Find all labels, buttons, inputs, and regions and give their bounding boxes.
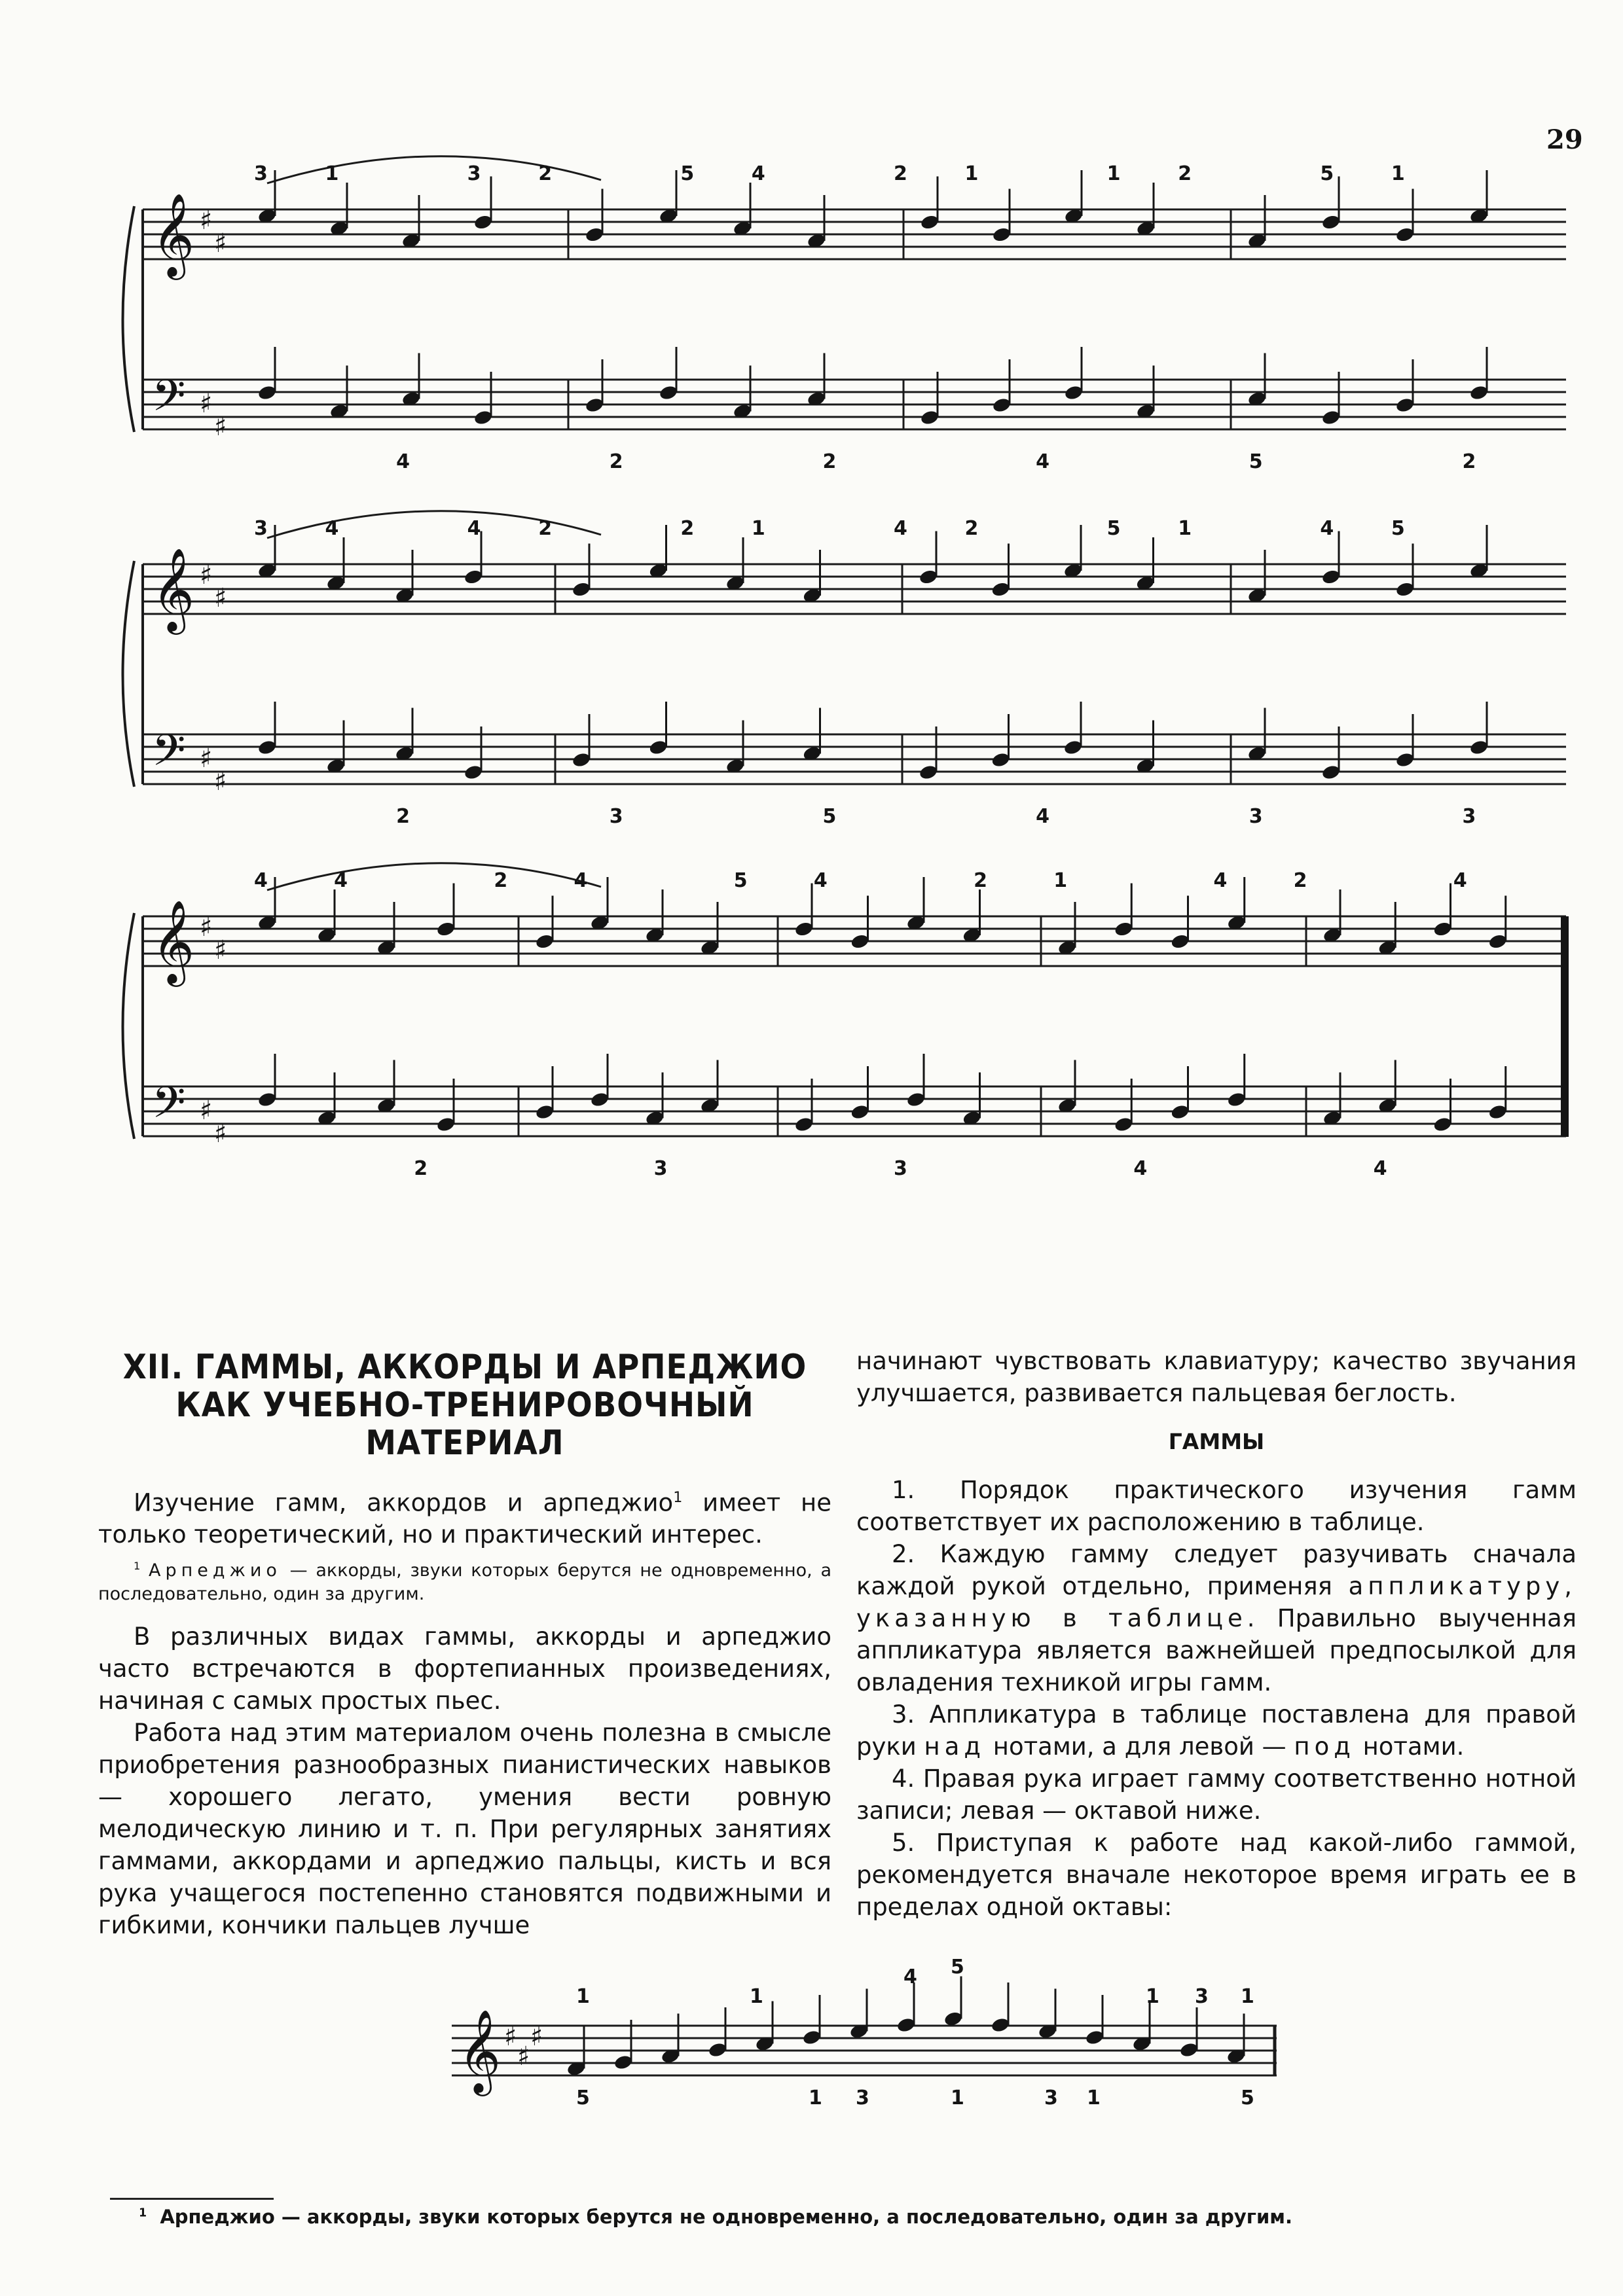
fingering: 3 [1044, 2087, 1058, 2109]
treble-clef: 𝄞 [152, 192, 195, 276]
inline-footnote: $^1$ Арпеджио — аккорды, звуки которых берутся не одновременно, а последовательно, один за другим. [98, 1560, 831, 1605]
fingering: 3 [653, 1157, 668, 1180]
fingering: 1 [1053, 869, 1068, 892]
fingering: 3 [894, 1157, 907, 1180]
item-4: 4. Правая рука играет гамму соответственно нотной записи; левая — октавой ниже. [856, 1765, 1577, 1825]
fingering: 2 [1293, 869, 1307, 892]
final-barline [1561, 916, 1569, 1137]
page-number: 29 [1546, 124, 1583, 155]
fingering: 2 [414, 1157, 428, 1180]
key-sharp: ♯ [214, 583, 227, 613]
fingering: 1 [951, 2087, 964, 2109]
fingering: 3 [1462, 805, 1476, 828]
fingering: 2 [680, 517, 695, 540]
fingering: 3 [467, 162, 481, 185]
fingering: 5 [1106, 517, 1121, 540]
fingering: 2 [974, 869, 987, 892]
fingering: 3 [1249, 805, 1263, 828]
paragraph-continued: начинают чувствовать клавиатуру; качество звучания улучшается, развивается пальцевая беглость. [856, 1347, 1577, 1407]
paragraph-types: В различных видах гаммы, аккорды и арпеджио часто встречаются в фортепианных произведениях, начиная с самых простых пьес. [98, 1623, 831, 1715]
fingering: 4 [751, 162, 765, 185]
brace [123, 913, 135, 1139]
fingering: 2 [396, 805, 410, 828]
bass-clef: 𝄢 [152, 1077, 186, 1138]
paragraph-work: Работа над этим материалом очень полезна в смысле приобретения разнообразных пианистических навыков — хорошего легато, умения вести ровную мелодическую линию и т. п. При регулярных занятиях гаммами, аккордами и арпеджио пальцы, кисть и вся рука учащегося постепенно становятся подвижными и гибкими, кончики пальцев лучше [98, 1719, 831, 1940]
chapter-title: XII. ГАММЫ, АККОРДЫ И АРПЕДЖИО КАК УЧЕБНО-ТРЕНИРОВОЧНЫЙ МАТЕРИАЛ [122, 1348, 807, 1463]
fingering: 2 [1462, 450, 1476, 473]
fingering: 1 [1106, 162, 1121, 185]
fingering: 1 [809, 2087, 822, 2109]
fingering: 5 [822, 805, 837, 828]
key-sharp: ♯ [200, 560, 213, 590]
item-2: 2. Каждую гамму следует разучивать сначала каждой рукой отдельно, применяя аппликатуру, указанную в таблице. Правильно выученная аппликатура является важнейшей предпосылкой для овладения техникой игры гамм. [856, 1540, 1577, 1696]
fingering: 4 [1133, 1157, 1148, 1180]
fingering: 4 [334, 869, 348, 892]
fingering: 4 [574, 869, 588, 892]
fingering: 5 [680, 162, 695, 185]
treble-clef: 𝄞 [458, 2009, 501, 2092]
fingering: 3 [609, 805, 623, 828]
treble-clef: 𝄞 [152, 899, 195, 983]
paragraph-intro: Изучение гамм, аккордов и арпеджио$^1$ имеет не только теоретический, но и практический интерес. [98, 1488, 831, 1549]
key-sharp: ♯ [200, 744, 213, 774]
right-column [856, 1345, 1577, 1923]
fingering: 4 [1453, 869, 1467, 892]
fingering: 2 [494, 869, 508, 892]
fingering: 2 [894, 162, 907, 185]
fingering: 1 [964, 162, 979, 185]
fingering: 4 [894, 517, 907, 540]
treble-clef: 𝄞 [152, 547, 195, 631]
key-sharp: ♯ [214, 1119, 227, 1149]
fingering: 5 [576, 2087, 590, 2109]
fingering: 4 [1320, 517, 1334, 540]
fingering: 4 [396, 450, 410, 473]
subheading-scales: ГАММЫ [1168, 1429, 1265, 1454]
fingering: 3 [856, 2087, 869, 2109]
key-sharp: ♯ [214, 766, 227, 797]
fingering: 1 [1391, 162, 1405, 185]
key-sharp: ♯ [214, 935, 227, 965]
key-sharp: ♯ [517, 2041, 530, 2072]
key-sharp: ♯ [200, 912, 213, 942]
fingering: 2 [964, 517, 979, 540]
key-sharp: ♯ [530, 2022, 543, 2052]
fingering: 2 [538, 517, 553, 540]
key-sharp: ♯ [214, 412, 227, 442]
fingering: 4 [813, 869, 828, 892]
bass-clef: 𝄢 [152, 725, 186, 786]
key-sharp: ♯ [504, 2022, 517, 2052]
key-sharp: ♯ [200, 1096, 213, 1126]
fingering: 5 [1241, 2087, 1254, 2109]
item-1: 1. Порядок практического изучения гамм соответствует их расположению в таблице. [856, 1476, 1577, 1536]
key-sharp: ♯ [200, 206, 213, 236]
fingering: 4 [1036, 805, 1049, 828]
fingering: 5 [1249, 450, 1263, 473]
fingering: 2 [1178, 162, 1192, 185]
key-sharp: ♯ [214, 228, 227, 259]
fingering: 2 [609, 450, 623, 473]
brace [123, 561, 135, 787]
fingering: 1 [750, 1985, 763, 2008]
fingering: 4 [1213, 869, 1228, 892]
fingering: 4 [325, 517, 339, 540]
fingering: 1 [1087, 2087, 1101, 2109]
key-sharp: ♯ [200, 389, 213, 419]
fingering: 1 [1178, 517, 1192, 540]
fingering: 1 [1241, 1985, 1254, 2008]
fingering: 4 [903, 1965, 917, 1988]
fingering: 4 [254, 869, 268, 892]
fingering: 3 [254, 162, 268, 185]
fingering: 4 [1036, 450, 1049, 473]
fingering: 2 [822, 450, 837, 473]
fingering: 5 [1320, 162, 1334, 185]
fingering: 1 [325, 162, 339, 185]
left-column [98, 1348, 831, 1941]
fingering: 5 [951, 1956, 964, 1979]
item-5: 5. Приступая к работе над какой-либо гаммой, рекомендуется вначале некоторое время играть ее в пределах одной октавы: [856, 1829, 1577, 1921]
footnote: $^1$ Арпеджио — аккорды, звуки которых берутся не одновременно, а последовательно, один за другим. [139, 2206, 1293, 2228]
fingering: 3 [254, 517, 268, 540]
fingering: 5 [733, 869, 748, 892]
brace [123, 206, 135, 432]
fingering: 1 [1146, 1985, 1159, 2008]
fingering: 5 [1391, 517, 1405, 540]
fingering: 3 [1195, 1985, 1209, 2008]
fingering: 1 [751, 517, 765, 540]
footnote-rule [110, 2198, 274, 2200]
fingering: 4 [467, 517, 481, 540]
fingering: 4 [1373, 1157, 1387, 1180]
fingering: 1 [576, 1985, 590, 2008]
slur [267, 863, 601, 890]
fingering: 2 [538, 162, 553, 185]
item-3: 3. Аппликатура в таблице поставлена для правой руки над нотами, а для левой — под нотами. [856, 1700, 1577, 1761]
bass-clef: 𝄢 [152, 370, 186, 431]
